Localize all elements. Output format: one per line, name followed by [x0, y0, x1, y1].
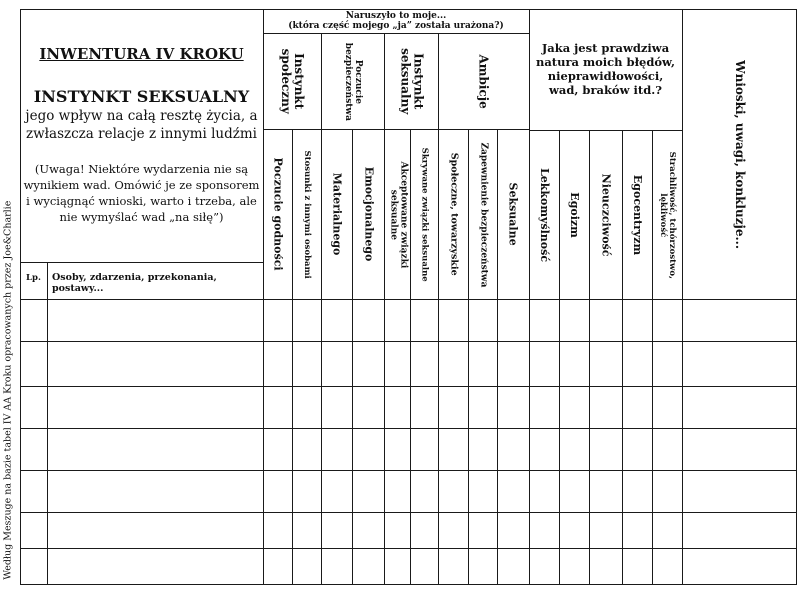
subtitle-line1: jego wpływ na całą resztę życia, a — [25, 108, 258, 124]
col-sexual: Seksualne — [507, 182, 521, 247]
col-ensuring-security: Zapewnienie bezpieczeństwa — [478, 142, 489, 287]
nature-line1: Jaka jest prawdziwa — [541, 41, 670, 55]
nature-line4: wad, braków itd.? — [549, 83, 662, 97]
col-conclusions: Wnioski, uwagi, konkluzje... — [732, 60, 747, 249]
note-line3: i wyciągnąć wnioski, warto i trzeba, ale — [26, 194, 257, 208]
nature-line2: natura moich błędów, — [535, 55, 676, 69]
header-naruszylo: Naruszyło to moje... — [345, 11, 447, 21]
title-instinct: INSTYNKT SEKSUALNY — [33, 87, 250, 106]
col-material: Materialnego — [330, 173, 344, 256]
header-persons: Osoby, zdarzenia, przekonania, postawy... — [52, 272, 217, 294]
col-hidden-relations: Skrywane związki seksualne — [419, 147, 430, 282]
col-egocentrism: Egocentryzm — [631, 174, 645, 256]
header-lp: Lp. — [26, 273, 41, 283]
side-note: Według Meszuge na bazie tabel IV AA Kroku opracowanych przez Joe&Charlie — [2, 200, 14, 580]
title-inventory: INWENTURA IV KROKU — [39, 45, 244, 63]
table-row[interactable] — [21, 387, 796, 428]
table-row[interactable] — [21, 513, 796, 548]
group-social-instinct: Instynkt społeczny — [279, 48, 307, 115]
col-relations: Stosunki z innymi osobami — [302, 150, 313, 279]
col-dishonesty: Nieuczciwość — [599, 173, 613, 257]
col-egoism: Egoizm — [568, 192, 582, 238]
table-row[interactable] — [21, 429, 796, 470]
note-line2: wynikiem wad. Omówić je ze sponsorem — [23, 178, 260, 192]
col-social: Społeczne, towarzyskie — [448, 153, 460, 276]
col-dignity: Poczucie godności — [271, 157, 285, 272]
note-line4: nie wymyślać wad „na siłę”) — [59, 210, 224, 224]
group-sexual-instinct: Instynkt seksualny — [398, 48, 426, 115]
table-row[interactable] — [21, 342, 796, 386]
group-security: Poczucie bezpieczeństwa — [343, 42, 364, 121]
col-accepted-relations: Akceptowane związki seksualne — [388, 161, 408, 268]
col-fearfulness: Strachliwość, tchórzostwo, lękliwość — [658, 151, 678, 279]
table-row[interactable] — [21, 549, 796, 584]
nature-line3: nieprawidłowości, — [547, 69, 664, 83]
note-line1: (Uwaga! Niektóre wydarzenia nie są — [34, 162, 249, 176]
subtitle-line2: zwłaszcza relacje z innymi ludźmi — [25, 126, 258, 142]
col-emotional: Emocjonalnego — [362, 167, 376, 262]
table-row[interactable] — [21, 300, 796, 341]
table-row[interactable] — [21, 471, 796, 512]
header-naruszylo-question: (która część mojego „ja” została urażona?) — [288, 21, 504, 31]
group-ambitions: Ambicje — [477, 54, 492, 109]
col-recklessness: Lekkomyślność — [538, 168, 552, 262]
